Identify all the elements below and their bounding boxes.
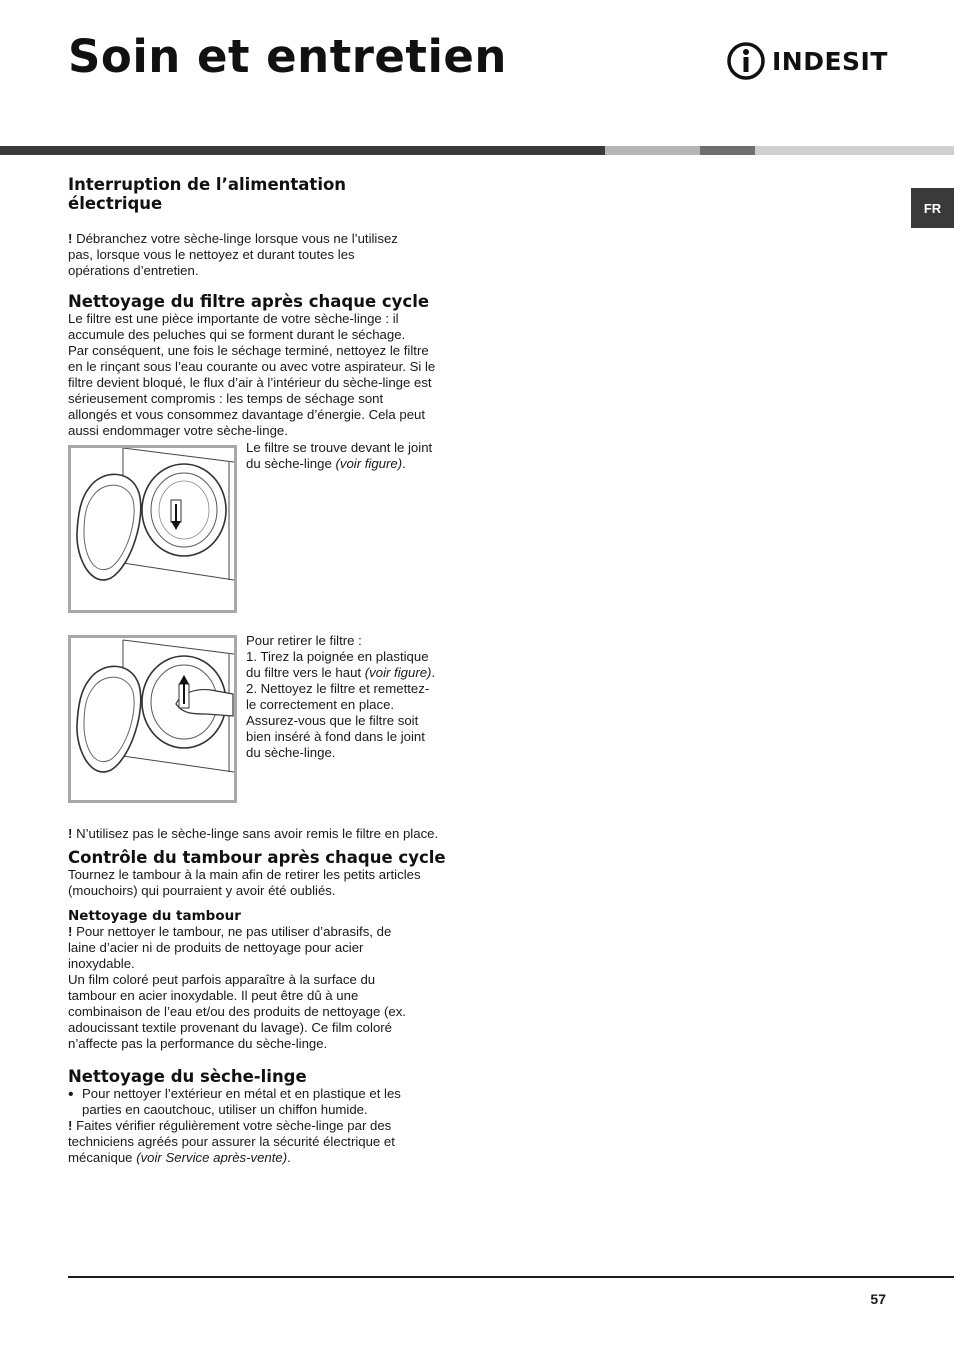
bullet-text — [82, 1086, 401, 1118]
dryer-filter-removal-illustration — [71, 638, 234, 800]
text-line: . — [287, 1150, 291, 1165]
warning-mark: ! — [68, 826, 73, 841]
warning-paragraph — [68, 826, 458, 842]
text-line: Pour nettoyer le tambour, ne pas utiliser d’abrasifs, de — [76, 924, 392, 939]
indesit-logo — [726, 40, 888, 82]
text-line: Pour retirer le filtre : — [246, 633, 362, 648]
text-line: 1. Tirez la poignée en plastique — [246, 649, 429, 664]
service-reference: (voir Service après-vente) — [136, 1150, 288, 1165]
text-line: du filtre vers le haut — [246, 665, 365, 680]
header-bar-mid — [700, 146, 755, 155]
figure-reference: (voir figure) — [364, 665, 432, 680]
section-heading-interruption — [68, 175, 446, 213]
interruption-warning — [68, 231, 446, 279]
text-line: 2. Nettoyez le filtre et remettez- — [246, 681, 430, 696]
text-line: du sèche-linge — [246, 456, 336, 471]
text-line: . — [431, 665, 436, 680]
heading-line: électrique — [68, 194, 163, 213]
bullet-item — [68, 1086, 446, 1118]
text-line: Le filtre est une pièce importante de votre sèche-linge : il — [68, 311, 399, 326]
warning-mark: ! — [68, 924, 73, 939]
tambour-paragraph — [68, 867, 446, 899]
caption-paragraph — [246, 440, 446, 472]
text-line: bien inséré à fond dans le joint — [246, 729, 425, 744]
bullet-mark: • — [68, 1086, 74, 1103]
dryer-open-door-illustration — [71, 448, 234, 610]
footer-rule — [68, 1276, 954, 1278]
text-line: parties en caoutchouc, utiliser un chiffon humide. — [82, 1102, 368, 1117]
text-line: Assurez-vous que le filtre soit — [246, 713, 419, 728]
filtre-paragraph — [68, 311, 446, 439]
text-line: accumule des peluches qui se forment durant le séchage. — [68, 327, 406, 342]
warning-paragraph — [68, 1118, 446, 1166]
language-tab: FR — [911, 188, 954, 228]
text-line: laine d’acier ni de produits de nettoyage pour acier — [68, 940, 364, 955]
indesit-info-icon — [726, 40, 766, 82]
brand-wordmark: INDESIT — [772, 46, 888, 76]
text-line: (mouchoirs) qui pourraient y avoir été oubliés. — [68, 883, 336, 898]
text-line: Le filtre se trouve devant le joint — [246, 440, 433, 455]
section-heading-tambour: Contrôle du tambour après chaque cycle — [68, 848, 446, 867]
caption-paragraph — [246, 633, 446, 761]
text-line: Un film coloré peut parfois apparaître à la surface du — [68, 972, 376, 987]
subsection-nettoyage-tambour — [68, 908, 446, 1052]
text-line: pas, lorsque vous le nettoyez et durant toutes les — [68, 247, 355, 262]
header-bar-dark — [0, 146, 605, 155]
warning-paragraph — [68, 924, 446, 1052]
text-line: du sèche-linge. — [246, 745, 336, 760]
text-line: tambour en acier inoxydable. Il peut être dû à une — [68, 988, 359, 1003]
warning-mark: ! — [68, 231, 73, 246]
text-line: sérieusement compromis : les temps de séchage sont — [68, 391, 384, 406]
text-line: en le rinçant sous l’eau courante ou avec votre aspirateur. Si le — [68, 359, 436, 374]
text-line: le correctement en place. — [246, 697, 395, 712]
text-line: adoucissant textile provenant du lavage). Ce film coloré — [68, 1020, 393, 1035]
text-line: . — [402, 456, 406, 471]
text-line: n’affecte pas la performance du sèche-linge. — [68, 1036, 328, 1051]
text-line: filtre devient bloqué, le flux d’air à l’intérieur du sèche-linge est — [68, 375, 432, 390]
text-line: aussi endommager votre sèche-linge. — [68, 423, 288, 438]
text-line: N’utilisez pas le sèche-linge sans avoir remis le filtre en place. — [76, 826, 439, 841]
text-line: Par conséquent, une fois le séchage terminé, nettoyez le filtre — [68, 343, 429, 358]
section-seche-linge — [68, 1067, 446, 1166]
text-line: Faites vérifier régulièrement votre sèche-linge par des — [76, 1118, 392, 1133]
text-line: allongés et vous consommez davantage d’énergie. Cela peut — [68, 407, 426, 422]
figure-reference: (voir figure) — [335, 456, 403, 471]
text-line: Débranchez votre sèche-linge lorsque vous ne l’utilisez — [76, 231, 398, 246]
text-line: Pour nettoyer l’extérieur en métal et en plastique et les — [82, 1086, 401, 1101]
page-number: 57 — [870, 1291, 886, 1307]
text-line: Tournez le tambour à la main afin de retirer les petits articles — [68, 867, 421, 882]
header-bar-light-end — [755, 146, 954, 155]
page-title: Soin et entretien — [68, 30, 507, 83]
warning-paragraph — [68, 231, 446, 279]
heading-line: Interruption de l’alimentation — [68, 175, 347, 194]
text-line: opérations d’entretien. — [68, 263, 199, 278]
figure-filter-location — [68, 445, 237, 613]
figure-1-caption — [246, 440, 446, 472]
figure-filter-removal — [68, 635, 237, 803]
filtre-final-warning — [68, 826, 458, 842]
subsection-heading-tambour: Nettoyage du tambour — [68, 908, 241, 924]
header-bar-light — [605, 146, 700, 155]
figure-2-caption — [246, 633, 446, 761]
section-interruption — [68, 175, 446, 213]
text-line: mécanique — [68, 1150, 137, 1165]
section-heading-seche-linge: Nettoyage du sèche-linge — [68, 1067, 307, 1086]
section-filtre — [68, 292, 446, 439]
text-line: techniciens agréés pour assurer la sécurité électrique et — [68, 1134, 395, 1149]
text-line: combinaison de l’eau et/ou des produits de nettoyage (ex. — [68, 1004, 406, 1019]
section-heading-filtre: Nettoyage du filtre après chaque cycle — [68, 292, 430, 311]
text-line: inoxydable. — [68, 956, 135, 971]
warning-mark: ! — [68, 1118, 73, 1133]
section-tambour — [68, 848, 446, 899]
